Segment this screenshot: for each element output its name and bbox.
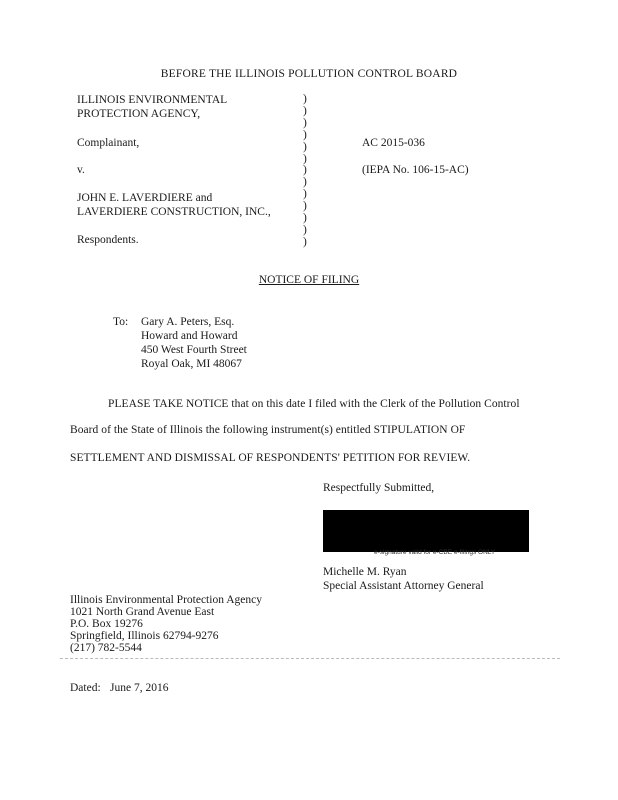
footer-divider	[60, 658, 560, 659]
to-label: To:	[113, 316, 129, 328]
notice-title: NOTICE OF FILING	[258, 274, 360, 286]
notice-body-line2: Board of the State of Illinois the following instrument(s) entitled STIPULATION OF	[70, 424, 466, 436]
document-header: BEFORE THE ILLINOIS POLLUTION CONTROL BOARD	[160, 68, 458, 80]
notice-body-line1: PLEASE TAKE NOTICE that on this date I filed with the Clerk of the Pollution Control	[108, 398, 520, 410]
dated-value: June 7, 2016	[110, 682, 169, 694]
respondent-name-line1: JOHN E. LAVERDIERE and	[77, 192, 213, 204]
agency-po-box: P.O. Box 19276	[70, 618, 143, 630]
agency-name: Illinois Environmental Protection Agency	[70, 594, 262, 606]
recipient-street: 450 West Fourth Street	[141, 344, 247, 356]
notice-body-line3: SETTLEMENT AND DISMISSAL OF RESPONDENTS' PETITION FOR REVIEW.	[70, 452, 471, 464]
signer-title: Special Assistant Attorney General	[323, 580, 484, 592]
agency-phone: (217) 782-5544	[70, 642, 142, 654]
dated-label: Dated:	[70, 682, 101, 694]
signer-name: Michelle M. Ryan	[323, 566, 407, 578]
case-number: AC 2015-036	[362, 137, 425, 149]
versus-label: v.	[77, 164, 85, 176]
recipient-name: Gary A. Peters, Esq.	[141, 316, 235, 328]
iepa-number: (IEPA No. 106-15-AC)	[362, 164, 469, 176]
agency-street: 1021 North Grand Avenue East	[70, 606, 215, 618]
respondent-role: Respondents.	[77, 234, 139, 246]
respondent-name-line2: LAVERDIERE CONSTRUCTION, INC.,	[77, 206, 271, 218]
redacted-signature-block	[323, 510, 529, 552]
recipient-firm: Howard and Howard	[141, 330, 238, 342]
complainant-role: Complainant,	[77, 137, 140, 149]
e-signature-caption: e-signature valid for e-CBE e-filings ONLY	[374, 549, 496, 556]
agency-city: Springfield, Illinois 62794-9276	[70, 630, 219, 642]
recipient-city: Royal Oak, MI 48067	[141, 358, 242, 370]
complainant-name-line1: ILLINOIS ENVIRONMENTAL	[77, 94, 228, 106]
complainant-name-line2: PROTECTION AGENCY,	[77, 108, 201, 120]
caption-parenthesis-column: ) ) ) ) ) ) ) ) ) ) ) ) )	[303, 93, 307, 248]
closing-text: Respectfully Submitted,	[323, 482, 435, 494]
